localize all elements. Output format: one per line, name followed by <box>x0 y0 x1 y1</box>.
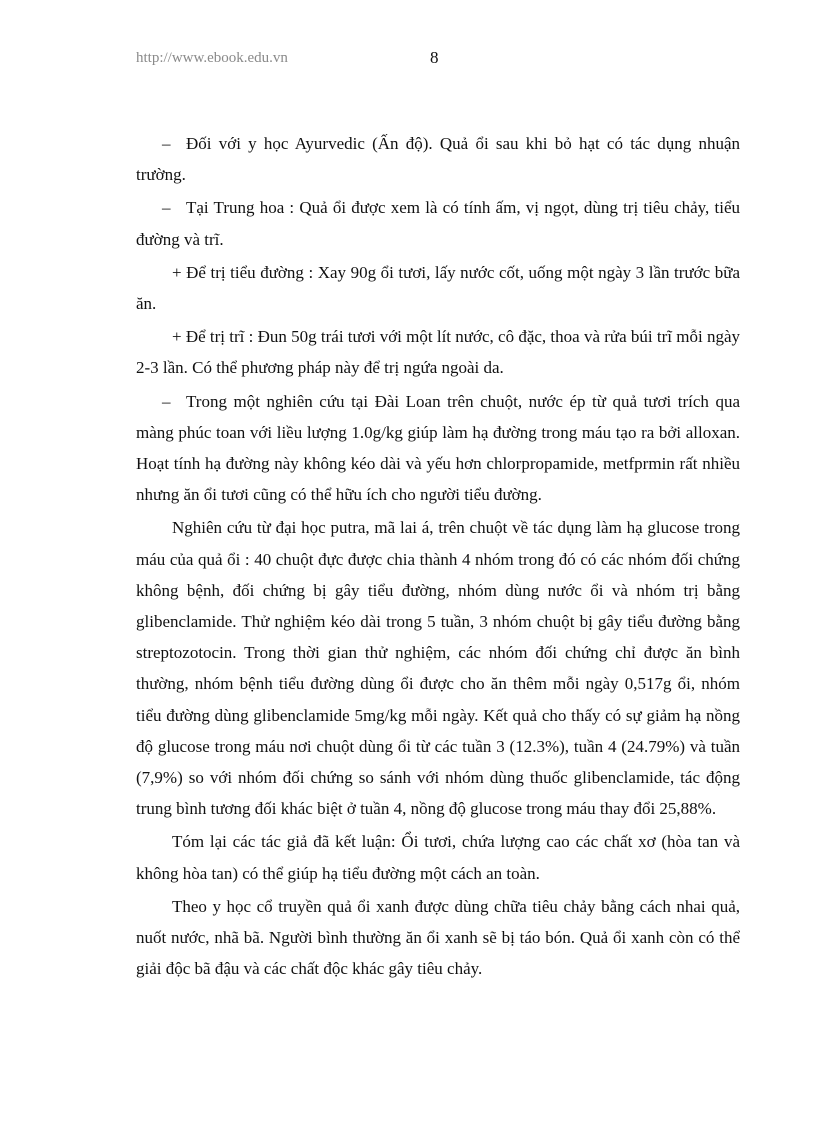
paragraph-text: Tại Trung hoa : Quả ổi được xem là có tính ấm, vị ngọt, dùng trị tiêu chảy, tiểu đường và trĩ. <box>136 198 740 249</box>
paragraph-text: Đối với y học Ayurvedic (Ấn độ). Quả ổi sau khi bỏ hạt có tác dụng nhuận trường. <box>136 134 740 185</box>
paragraph-text: Trong một nghiên cứu tại Đài Loan trên chuột, nước ép từ quả tươi trích qua màng phúc toan với liều lượng 1.0g/kg giúp làm hạ đường trong máu tạo ra bởi alloxan. Hoạt tính hạ đường này không kéo dài và yếu hơn chlorpropamide, metfprmin rất nhiều nhưng ăn ổi tươi cũng có thể hữu ích cho người tiểu đường. <box>136 391 740 505</box>
paragraph-china <box>136 192 740 254</box>
paragraph-ayurvedic <box>136 128 740 190</box>
dash-bullet: – <box>162 198 171 218</box>
dash-bullet: – <box>162 391 171 411</box>
dash-bullet: – <box>162 134 171 153</box>
paragraph-conclusion: Tóm lại các tác giả đã kết luận: Ổi tươi, chứa lượng cao các chất xơ (hòa tan và không hòa tan) có thể giúp hạ tiểu đường một cách an toàn. <box>136 832 740 883</box>
page-number: 8 <box>430 48 439 67</box>
paragraph-putra-study: Nghiên cứu từ đại học putra, mã lai á, trên chuột về tác dụng làm hạ glucose trong máu của quả ổi : 40 chuột đực được chia thành 4 nhóm trong đó có các nhóm đối chứng không bệnh, đối chứng bị gây tiểu đường, nhóm dùng nước ổi và nhóm trị bằng glibenclamide. Thử nghiệm kéo dài trong 5 tuần, 3 nhóm chuột bị gây tiểu đường bằng streptozotocin. Trong thời gian thử nghiệm, các nhóm đối chứng chỉ được ăn bình thường, nhóm bệnh tiểu đường dùng ổi được cho ăn thêm mỗi ngày 0,517g ổi, nhóm tiểu đường dùng glibenclamide 5mg/kg mỗi ngày. Kết quả cho thấy có sự giảm hạ nồng độ glucose trong máu nơi chuột dùng ổi từ các tuần 3 (12.3%), tuần 4 (24.79%) và tuần (7,9%) so với nhóm đối chứng so sánh với nhóm dùng thuốc glibenclamide, tác động trung bình tương đối khác biệt ở tuần 4, nồng độ glucose trong máu thay đổi 25,88%. <box>136 518 740 819</box>
paragraph-diabetes-remedy: + Để trị tiểu đường : Xay 90g ổi tươi, lấy nước cốt, uống một ngày 3 lần trước bữa ăn. <box>136 262 740 314</box>
header-url: http://www.ebook.edu.vn <box>136 50 288 66</box>
paragraph-traditional-medicine: Theo y học cổ truyền quả ổi xanh được dùng chữa tiêu chảy bằng cách nhai quả, nuốt nước, nhã bã. Người bình thường ăn ổi xanh sẽ bị táo bón. Quả ổi xanh còn có thể giải độc bã đậu và các chất độc khác gây tiêu chảy. <box>136 896 740 979</box>
document-body <box>136 128 740 984</box>
paragraph-taiwan-study <box>136 386 740 511</box>
paragraph-hemorrhoid-remedy: + Để trị trĩ : Đun 50g trái tươi với một lít nước, cô đặc, thoa và rửa búi trĩ mỗi ngày 2-3 lần. Có thể phương pháp này để trị ngứa ngoài da. <box>136 327 740 378</box>
